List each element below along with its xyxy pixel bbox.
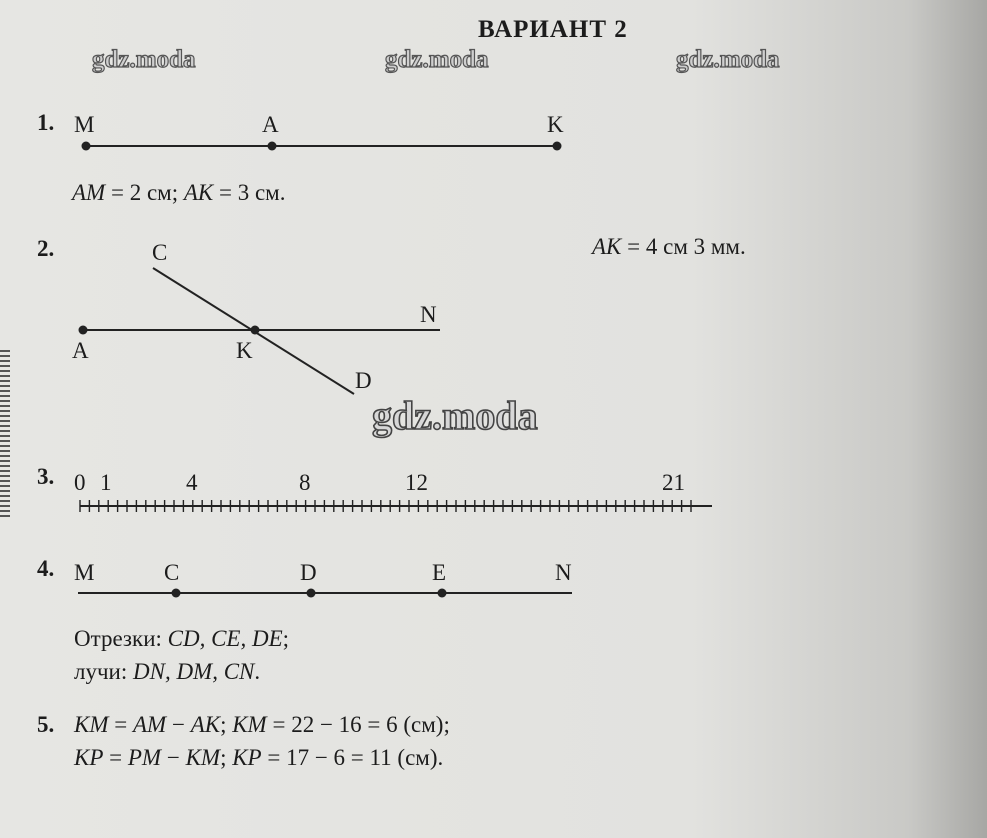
point-d xyxy=(307,589,316,598)
point-c xyxy=(172,589,181,598)
rays-label: лучи: xyxy=(74,659,133,684)
text-fragment: − xyxy=(166,712,191,737)
watermark-large: gdz.moda xyxy=(372,393,538,438)
point-label-n: N xyxy=(555,560,572,585)
task4-number: 4. xyxy=(37,556,55,581)
formula-term: KM xyxy=(185,745,221,770)
task5-number: 5. xyxy=(37,712,55,737)
formula-term: AK xyxy=(190,712,221,737)
number-ruler xyxy=(80,500,712,512)
point-k xyxy=(251,326,260,335)
ruler-label: 12 xyxy=(405,470,428,495)
text-fragment: ; xyxy=(220,712,233,737)
segments-list: CD, CE, DE xyxy=(167,626,283,651)
page-title: ВАРИАНТ 2 xyxy=(478,16,628,43)
ruler-label: 8 xyxy=(299,470,311,495)
point-label-e: E xyxy=(432,560,447,585)
point-label-m: M xyxy=(74,112,95,137)
formula-term: KM xyxy=(74,712,109,737)
point-label-a: A xyxy=(72,338,89,363)
rays-list: DN, DM, CN xyxy=(133,659,255,684)
point-m xyxy=(82,142,91,151)
text-fragment: = 2 см; xyxy=(105,180,184,205)
formula-term: PM xyxy=(127,745,162,770)
point-label-d: D xyxy=(300,560,317,585)
point-label-m: M xyxy=(74,560,95,585)
ruler-label: 4 xyxy=(186,470,198,495)
text-fragment: = 17 − 6 = 11 (см). xyxy=(261,745,444,770)
segments-label: Отрезки: xyxy=(74,626,168,651)
watermark: gdz.moda xyxy=(676,46,780,73)
point-a xyxy=(268,142,277,151)
segment-ak: AK xyxy=(183,180,214,205)
task2-number: 2. xyxy=(37,236,55,261)
text-fragment: = 3 см. xyxy=(213,180,286,205)
formula-term: KP xyxy=(232,745,262,770)
point-e xyxy=(438,589,447,598)
text-fragment: = 22 − 16 = 6 (см); xyxy=(266,712,450,737)
point-label-c: C xyxy=(152,240,168,265)
task1-number: 1. xyxy=(37,110,55,135)
watermark: gdz.moda xyxy=(385,46,489,73)
ruler-label: 0 xyxy=(74,470,86,495)
formula-term: KM xyxy=(232,712,267,737)
point-label-a: A xyxy=(262,112,279,137)
punctuation: . xyxy=(254,659,261,684)
punctuation: ; xyxy=(282,626,290,651)
task3-number: 3. xyxy=(37,464,55,489)
point-label-c: C xyxy=(164,560,180,585)
watermark: gdz.moda xyxy=(92,46,196,73)
ruler-label: 21 xyxy=(662,470,685,495)
point-label-n: N xyxy=(420,302,437,327)
point-k xyxy=(553,142,562,151)
text-fragment: = xyxy=(108,712,133,737)
segment-am: AM xyxy=(72,180,106,205)
text-fragment: ; xyxy=(220,745,233,770)
point-label-k: K xyxy=(236,338,253,363)
point-a xyxy=(79,326,88,335)
point-label-d: D xyxy=(355,368,372,393)
ruler-label: 1 xyxy=(100,470,112,495)
formula-term: AM xyxy=(132,712,167,737)
text-fragment: = xyxy=(103,745,128,770)
segment-ak: AK xyxy=(592,234,622,259)
point-label-k: K xyxy=(547,112,564,137)
text-fragment: − xyxy=(161,745,186,770)
text-fragment: = 4 см 3 мм. xyxy=(621,234,746,259)
formula-term: KP xyxy=(74,745,104,770)
